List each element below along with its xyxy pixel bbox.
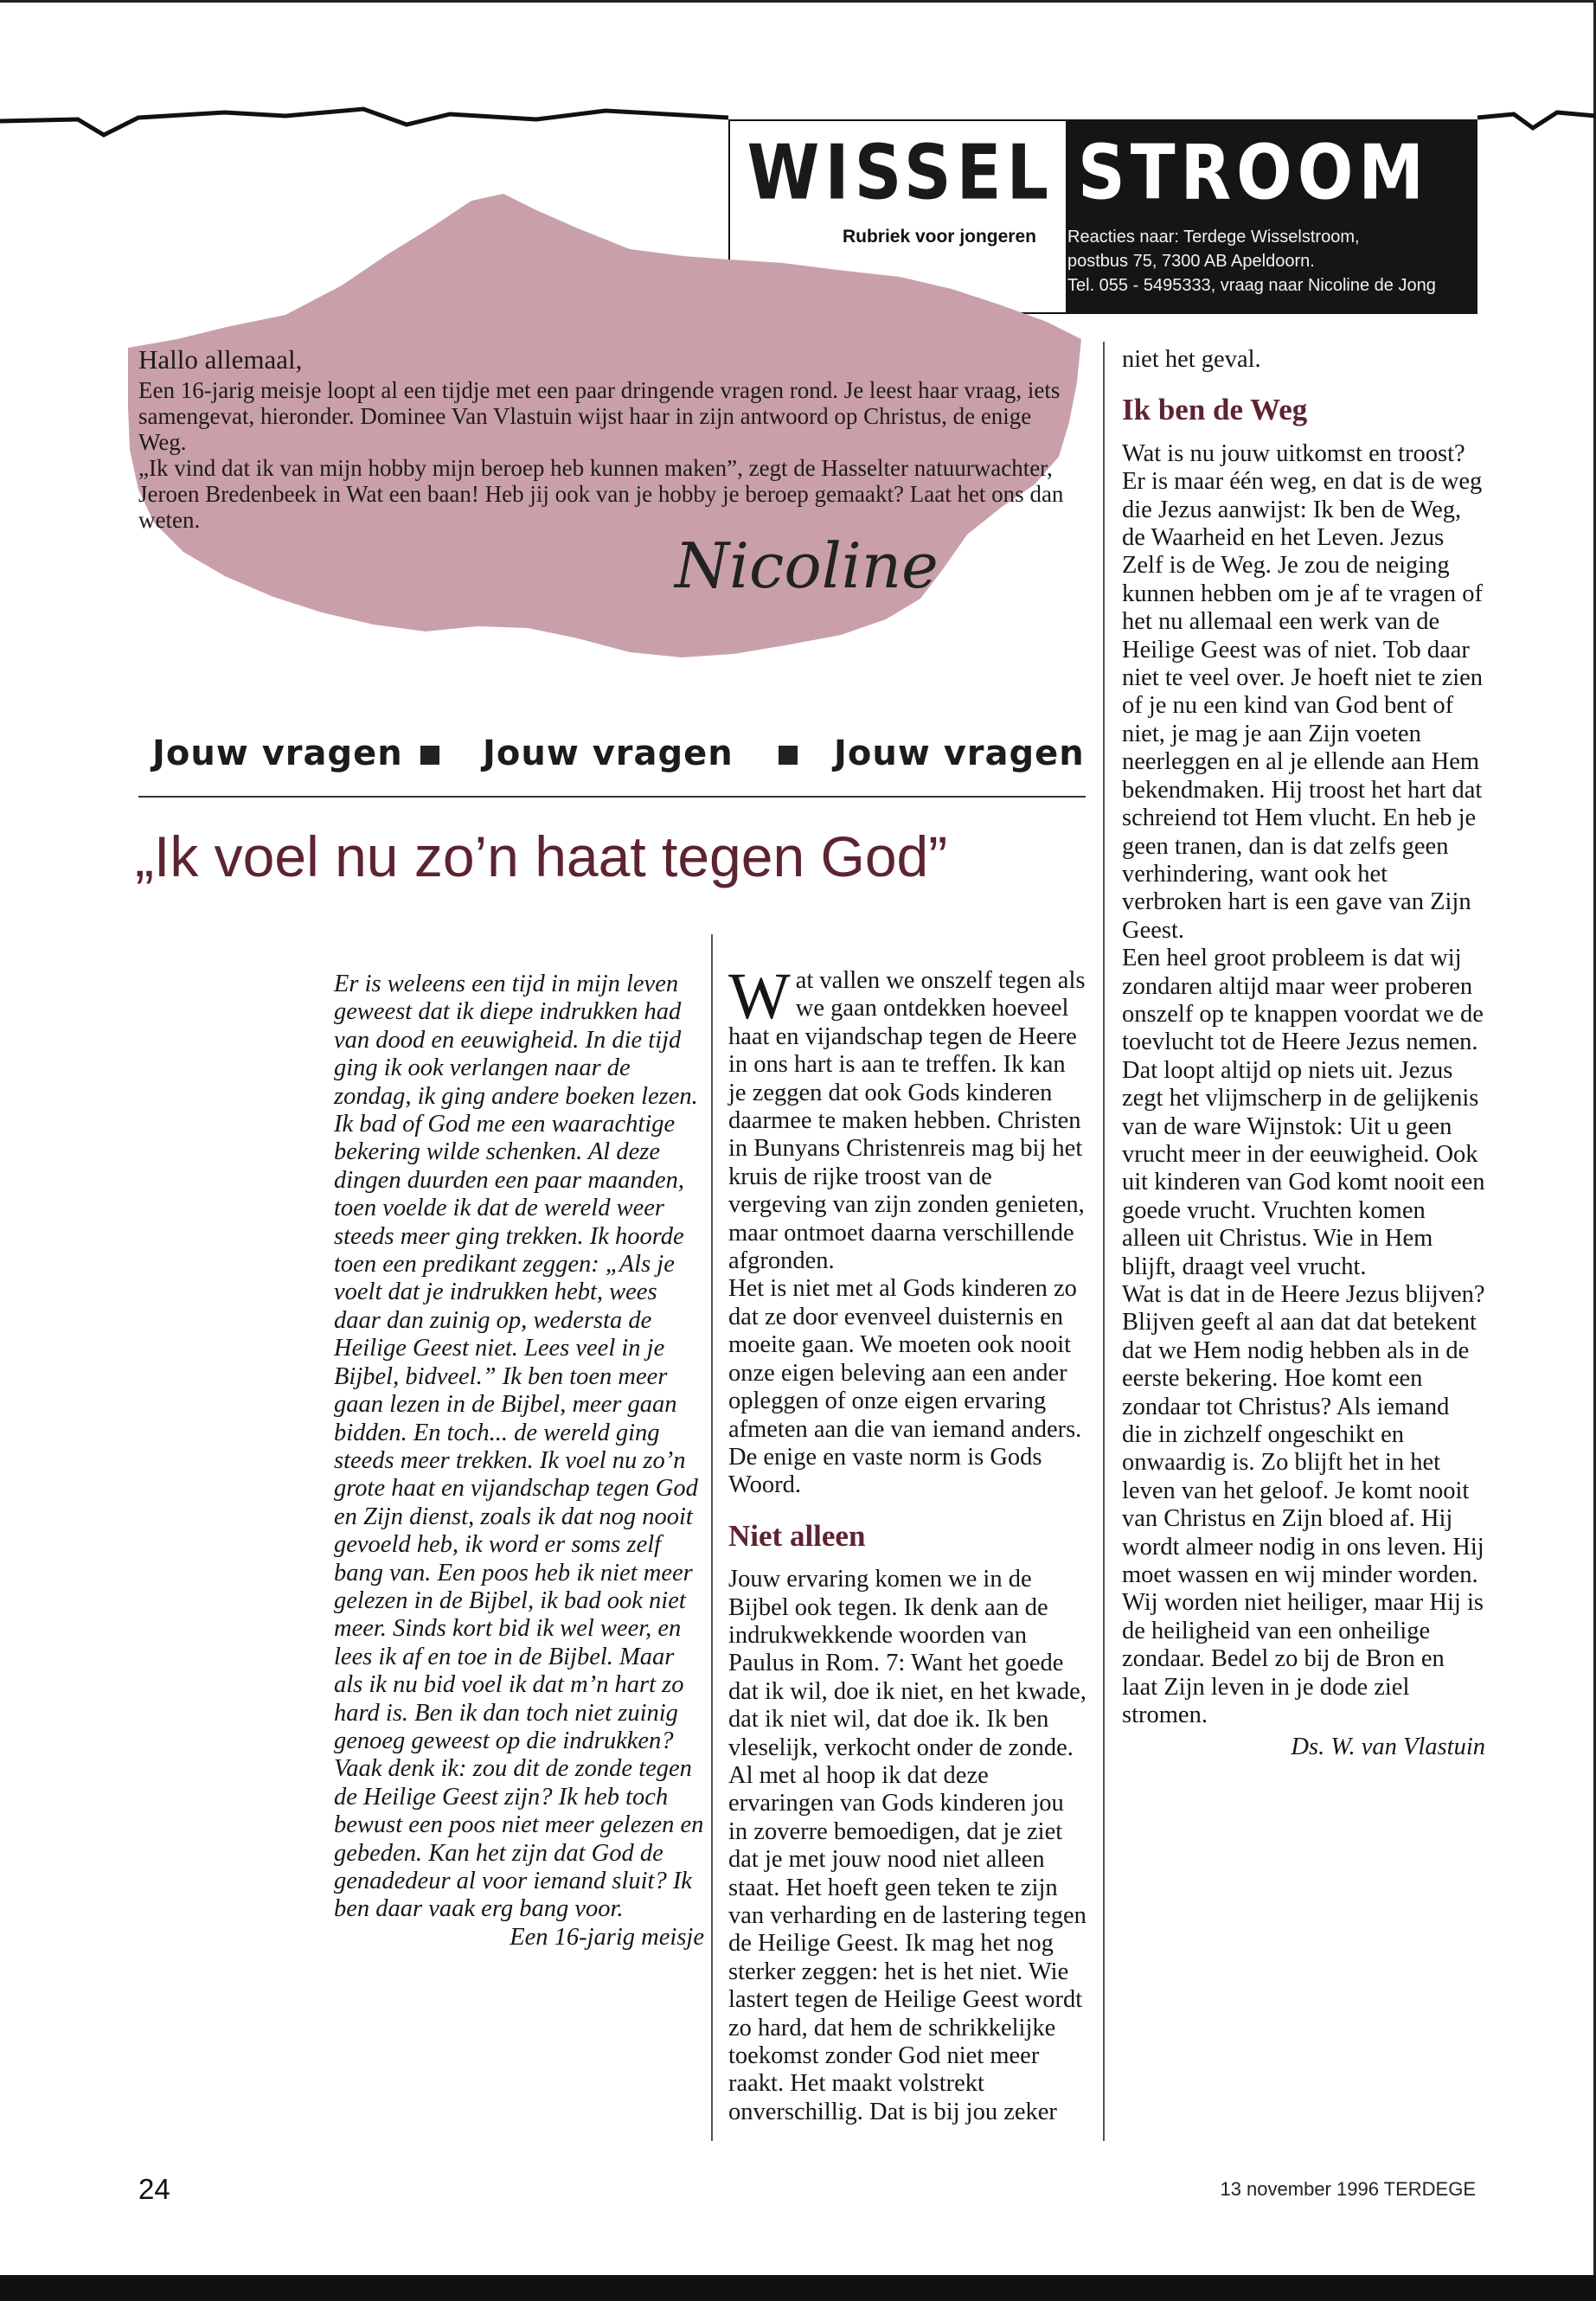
answer-author: Ds. W. van Vlastuin — [1291, 1733, 1485, 1760]
square-bullet-icon — [420, 746, 439, 765]
title-stroom: STROOM — [1078, 128, 1429, 217]
section-label-1: Jouw vragen — [152, 734, 403, 773]
answer-paragraph-4-continued: niet het geval. — [1122, 346, 1261, 373]
answer-paragraph-5: Wat is nu jouw uitkomst en troost? Er is maar één weg, en dat is de weg die Jezus aanwijst: Ik ben de Weg, de Waarheid en het Leven. Jezus Zelf is de Weg. Je zou de neiging kunnen hebben om je af te vragen of het nu allemaal een werk van de Heilige Geest was of niet. Tob daar niet te veel over. Je hoeft niet te zien of je nu een kind van God bent of niet, je mag je aan Zijn voeten neerleggen en al je ellende aan Hem bekendmaken. Hij troost het hart dat schreiend tot Hem vlucht. En heb je geen tranen, dan is dat zelfs geen verhindering, want ook het verbroken hart is een gave van Zijn Geest. — [1122, 439, 1484, 944]
editor-signature: Nicoline — [675, 529, 939, 602]
answer-paragraph-4: Al met al hoop ik dat deze ervaringen van Gods kinderen jou in zoverre bemoedigen, dat je ziet dat je met jouw nood niet alleen staat. Het hoeft geen teken te zijn van verharding en de lastering tegen de Heilige Geest. Ik mag het nog sterker zeggen: het is het niet. Wie lastert tegen de Heilige Geest wordt zo hard, dat hem de schrikkelijke toekomst zonder God niet meer raakt. Het maakt volstrekt onverschillig. Dat is bij jou zeker — [728, 1761, 1086, 2125]
answer-paragraph-7: Wat is dat in de Heere Jezus blijven? Blijven geeft al aan dat dat betekent dat we Hem nodig hebben als in de eerste bekering. Hoe komt een zondaar tot Christus? Als iemand die in zichzelf ongeschikt en onwaardig is. Zo blijft het in het leven van het geloof. Je komt nooit van Christus en Zijn bloed af. Hij wordt almeer nodig in ons leven. Hij moet wassen en wij minder worden. Wij worden niet heiliger, maar Hij is de heiligheid van een onheilige zondaar. Bedel zo bij de Bron en laat Zijn leven in je dode ziel stromen. — [1122, 1281, 1485, 1729]
page-number: 24 — [138, 2173, 170, 2205]
answer-paragraph-1 — [728, 960, 1088, 1275]
answer-column-middle — [728, 960, 1088, 2126]
section-label-3: Jouw vragen — [834, 734, 1085, 773]
article-headline: „Ik voel nu zo’n haat tegen God” — [135, 824, 948, 888]
issue-footer: 13 november 1996 TERDEGE — [1220, 2178, 1476, 2200]
square-bullet-icon — [779, 746, 798, 765]
answer-paragraph-6: Een heel groot probleem is dat wij zondaren altijd maar weer proberen onszelf op te knappen voordat we de toevlucht tot de Heere Jezus nemen. Dat loopt altijd op niets uit. Jezus zegt het vlijmscherp in de gelijkenis van de ware Wijnstok: Uit u geen vrucht meer in der eeuwigheid. Ook uit kinderen van God komt nooit een goede vrucht. Vruchten komen alleen uit Christus. Wie in Hem blijft, draagt veel vrucht. — [1122, 945, 1485, 1280]
answer-p1-text: at vallen we onszelf tegen als we gaan ontdekken hoeveel haat en vijandschap tegen de Heere in ons hart is aan te treffen. Ik kan je zeggen dat ook Gods kinderen daarmee te maken hebben. Christen in Bunyans Christenreis mag bij het kruis de rijke troost van de vergeving van zijn zonden genieten, maar ontmoet daarna verschillende afgronden. — [728, 967, 1086, 1275]
subheading-ik-ben-de-weg: Ik ben de Weg — [1122, 393, 1308, 427]
section-rule — [138, 796, 1086, 798]
answer-paragraph-3: Jouw ervaring komen we in de Bijbel ook tegen. Ik denk aan de indrukwekkende woorden van Paulus in Rom. 7: Want het goede dat ik wil, doe ik niet, en het kwade, dat ik niet wil, dat doe ik. Ik ben vleselijk, verkocht onder de zonde. — [728, 1566, 1086, 1761]
column-divider-2 — [1103, 342, 1105, 2141]
title-wissel: WISSEL — [747, 128, 1054, 217]
subheading-niet-alleen: Niet alleen — [728, 1518, 866, 1553]
rubric-subtitle: Rubriek voor jongeren — [842, 227, 1036, 247]
letter-signature: Een 16-jarig meisje — [510, 1923, 704, 1951]
contact-line-1: Reacties naar: Terdege Wisselstroom, — [1067, 228, 1360, 247]
column-divider-1 — [711, 934, 713, 2141]
drop-cap: W — [728, 960, 791, 1033]
answer-paragraph-2: Het is niet met al Gods kinderen zo dat ze door evenveel duisternis en moeite gaan. We moeten ook nooit onze eigen beleving aan een ander opleggen of onze eigen ervaring afmeten aan die van iemand anders. De enige en vaste norm is Gods Woord. — [728, 1275, 1082, 1499]
answer-column-right — [1122, 346, 1485, 1761]
intro-text — [138, 344, 1073, 533]
scan-bottom-edge — [0, 2275, 1596, 2301]
contact-line-2: postbus 75, 7300 AB Apeldoorn. — [1067, 252, 1315, 271]
reader-letter — [334, 971, 704, 1952]
intro-paragraph-1: Een 16-jarig meisje loopt al een tijdje met een paar dringende vragen rond. Je leest haar vraag, iets samengevat, hieronder. Dominee Van Vlastuin wijst haar in zijn antwoord op Christus, de enige Weg. — [138, 377, 1061, 455]
intro-greeting: Hallo allemaal, — [138, 344, 303, 375]
section-label-2: Jouw vragen — [483, 734, 734, 773]
letter-text: Er is weleens een tijd in mijn leven geweest dat ik diepe indrukken had van dood en eeuwigheid. In die tijd ging ik ook verlangen naar de zondag, ik ging andere boeken lezen. Ik bad of God me een waarachtige bekering wilde schenken. Al deze dingen duurden een paar maanden, toen voelde ik dat de wereld weer steeds meer ging trekken. Ik hoorde toen een predikant zeggen: „Als je voelt dat je indrukken hebt, wees daar dan zuinig op, wedersta de Heilige Geest niet. Lees veel in je Bijbel, bidveel.” Ik ben toen meer gaan lezen in de Bijbel, meer gaan bidden. En toch... de wereld ging steeds meer trekken. Ik voel nu zo’n grote haat en vijandschap tegen God en Zijn dienst, zoals ik dat nog nooit gevoeld heb, ik word er soms zelf bang van. Een poos heb ik niet meer gelezen in de Bijbel, ik bad ook niet meer. Sinds kort bid ik wel weer, en lees ik af en toe in de Bijbel. Maar als ik nu bid voel ik dat m’n hart zo hard is. Ben ik dan toch niet zuinig genoeg geweest op die indrukken? Vaak denk ik: zou dit de zonde tegen de Heilige Geest zijn? Ik heb toch bewust een poos niet meer gelezen en gebeden. Kan het zijn dat God de genadedeur al voor iemand sluit? Ik ben daar vaak erg bang voor. — [334, 971, 704, 1923]
contact-line-3: Tel. 055 - 5495333, vraag naar Nicoline de Jong — [1067, 276, 1436, 295]
intro-paragraph-2: „Ik vind dat ik van mijn hobby mijn beroep heb kunnen maken”, zegt de Hasselter natuurwachter, Jeroen Bredenbeek in Wat een baan! Heb jij ook van je hobby je beroep gemaakt? Laat het ons dan weten. — [138, 455, 1064, 533]
